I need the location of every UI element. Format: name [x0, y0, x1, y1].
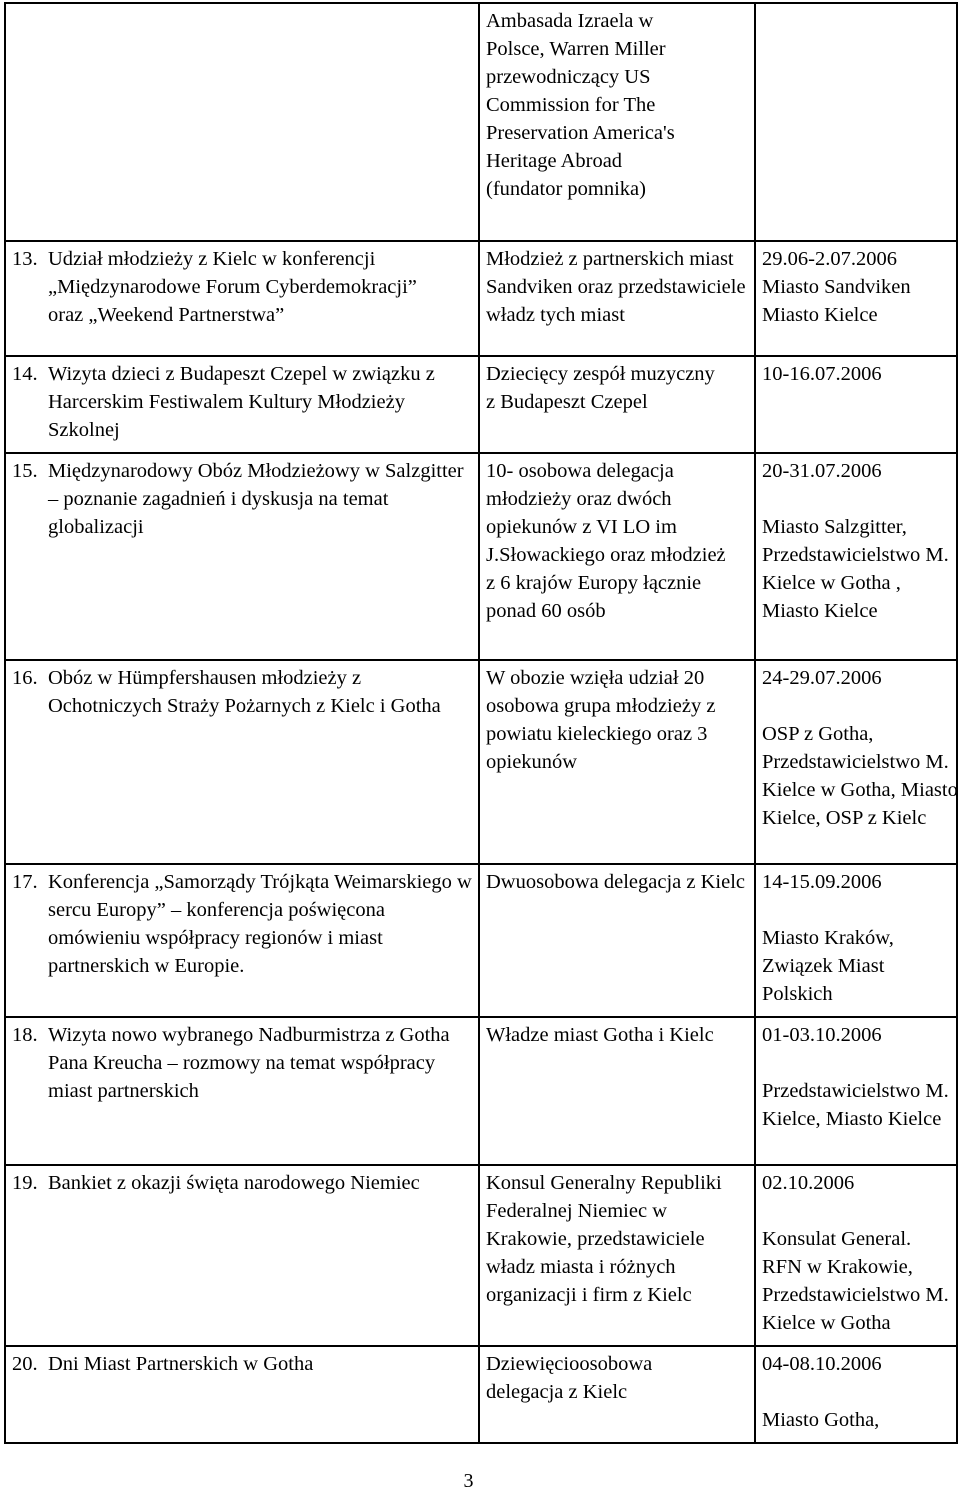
page-number: 3: [463, 1470, 474, 1492]
events-table: [4, 2, 958, 1444]
event-cell: 16. Obóz w Hümpfershausen młodzieży z Ochotniczych Straży Pożarnych z Kielc i Gotha: [5, 660, 479, 864]
date: 29.06-2.07.2006: [762, 248, 897, 270]
event-cell: 14. Wizyta dzieci z Budapeszt Czepel w związku z Harcerskim Festiwalem Kultury Młodzieży Szkolnej: [5, 356, 479, 453]
event-cell: 13. Udział młodzieży z Kielc w konferencji „Międzynarodowe Forum Cyberdemokracji” oraz „Weekend Partnerstwa”: [5, 241, 479, 356]
organizer: Konsulat General. RFN w Krakowie, Przedstawicielstwo M. Kielce w Gotha: [762, 1228, 949, 1334]
participants-cell: 10- osobowa delegacja młodzieży oraz dwóch opiekunów z VI LO im J.Słowackiego oraz młodzież z 6 krajów Europy łącznie ponad 60 osób: [479, 453, 755, 660]
date-org-cell: [755, 660, 957, 864]
table-row: [5, 660, 957, 864]
participants-cell: Konsul Generalny Republiki Federalnej Niemiec w Krakowie, przedstawiciele władz miasta i różnych organizacji i firm z Kielc: [479, 1165, 755, 1346]
date: 20-31.07.2006: [762, 460, 882, 482]
date-org-cell: [755, 1017, 957, 1165]
table-row: [5, 1165, 957, 1346]
event-cell: 20. Dni Miast Partnerskich w Gotha: [5, 1346, 479, 1443]
table-row: [5, 1017, 957, 1165]
participants-cell: Dziewięcioosobowa delegacja z Kielc: [479, 1346, 755, 1443]
date-org-cell: [755, 356, 957, 453]
date-org-cell: [755, 3, 957, 241]
event-cell: 18. Wizyta nowo wybranego Nadburmistrza z Gotha Pana Kreucha – rozmowy na temat współpracy miast partnerskich: [5, 1017, 479, 1165]
date-org-cell: [755, 453, 957, 660]
table-row: [5, 1346, 957, 1443]
date: 01-03.10.2006: [762, 1024, 882, 1046]
organizer: Miasto Kraków, Związek Miast Polskich: [762, 927, 894, 1005]
date: 02.10.2006: [762, 1172, 855, 1194]
date-org-cell: [755, 1165, 957, 1346]
participants-cell: Dziecięcy zespół muzyczny z Budapeszt Czepel: [479, 356, 755, 453]
table-row: [5, 356, 957, 453]
participants-cell: Ambasada Izraela w Polsce, Warren Miller przewodniczący US Commission for The Preservation America's Heritage Abroad (fundator pomnika): [479, 3, 755, 241]
event-cell: 19. Bankiet z okazji święta narodowego Niemiec: [5, 1165, 479, 1346]
participants-cell: Młodzież z partnerskich miast Sandviken oraz przedstawiciele władz tych miast: [479, 241, 755, 356]
table-row: [5, 241, 957, 356]
table-row: [5, 3, 957, 241]
date: 14-15.09.2006: [762, 871, 882, 893]
date-org-cell: [755, 1346, 957, 1443]
date: 04-08.10.2006: [762, 1353, 882, 1375]
date-org-cell: [755, 241, 957, 356]
date: 24-29.07.2006: [762, 667, 882, 689]
organizer: Przedstawicielstwo M. Kielce, Miasto Kielce: [762, 1080, 949, 1130]
date-org-cell: [755, 864, 957, 1017]
organizer: Miasto Gotha,: [762, 1409, 880, 1431]
event-cell: [5, 3, 479, 241]
date: 10-16.07.2006: [762, 363, 882, 385]
table-row: [5, 453, 957, 660]
organizer: Miasto Sandviken Miasto Kielce: [762, 276, 911, 326]
participants-cell: W obozie wzięła udział 20 osobowa grupa młodzieży z powiatu kieleckiego oraz 3 opiekunów: [479, 660, 755, 864]
participants-cell: Dwuosobowa delegacja z Kielc: [479, 864, 755, 1017]
event-cell: 15. Międzynarodowy Obóz Młodzieżowy w Salzgitter – poznanie zagadnień i dyskusja na temat globalizacji: [5, 453, 479, 660]
event-cell: 17. Konferencja „Samorządy Trójkąta Weimarskiego w sercu Europy” – konferencja poświęcona omówieniu współpracy regionów i miast partnerskich w Europie.: [5, 864, 479, 1017]
organizer: OSP z Gotha, Przedstawicielstwo M. Kielce w Gotha, Miasto Kielce, OSP z Kielc: [762, 723, 958, 829]
table-row: [5, 864, 957, 1017]
participants-cell: Władze miast Gotha i Kielc: [479, 1017, 755, 1165]
organizer: Miasto Salzgitter, Przedstawicielstwo M. Kielce w Gotha , Miasto Kielce: [762, 516, 949, 622]
